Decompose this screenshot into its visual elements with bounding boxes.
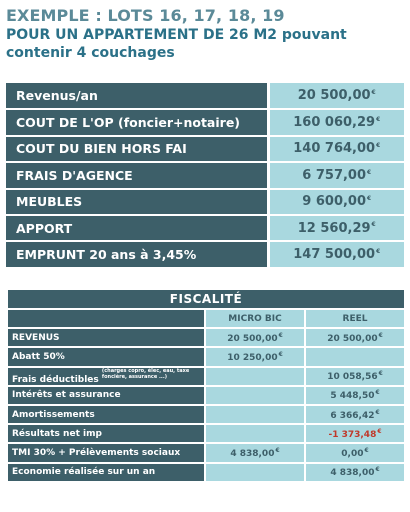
fiscalite-row bbox=[7, 443, 405, 462]
amount-value: 9 600,00 bbox=[302, 194, 367, 210]
micro-bic-value-cell bbox=[205, 443, 305, 462]
fiscalite-label-text: TMI 30% + Prélèvements sociaux bbox=[12, 447, 181, 458]
summary-row bbox=[6, 241, 404, 267]
currency-symbol: € bbox=[376, 247, 381, 255]
fiscalite-row bbox=[7, 386, 405, 405]
fiscalite-row-label bbox=[7, 386, 205, 405]
header-subtitle: POUR UN APPARTEMENT DE 26 M2 pouvant bbox=[6, 27, 347, 43]
currency-symbol: € bbox=[367, 168, 372, 176]
summary-row bbox=[6, 83, 404, 109]
reel-value-cell bbox=[305, 424, 405, 443]
amount-value: 6 366,42 bbox=[330, 410, 375, 421]
summary-value-cell bbox=[268, 241, 404, 267]
summary-row bbox=[6, 136, 404, 162]
header-title: EXEMPLE : LOTS 16, 17, 18, 19 bbox=[6, 6, 285, 25]
micro-bic-value-cell bbox=[205, 347, 305, 366]
summary-label: COUT DE L'OP (foncier+notaire) bbox=[6, 109, 268, 135]
currency-symbol: € bbox=[371, 221, 376, 229]
fiscalite-row-label bbox=[7, 463, 205, 482]
summary-label: FRAIS D'AGENCE bbox=[6, 162, 268, 188]
currency-symbol: € bbox=[378, 370, 383, 378]
currency-symbol: € bbox=[364, 446, 369, 454]
summary-value-cell bbox=[268, 215, 404, 241]
currency-symbol: € bbox=[375, 408, 380, 416]
amount-value: 10 058,56 bbox=[327, 372, 378, 383]
currency-symbol: € bbox=[278, 331, 283, 339]
summary-label: MEUBLES bbox=[6, 189, 268, 215]
currency-symbol: € bbox=[376, 142, 381, 150]
summary-row bbox=[6, 109, 404, 135]
fiscalite-row bbox=[7, 463, 405, 482]
summary-value-cell bbox=[268, 162, 404, 188]
micro-bic-value-cell bbox=[205, 328, 305, 347]
reel-value-cell bbox=[305, 463, 405, 482]
summary-value-cell bbox=[268, 109, 404, 135]
page-header bbox=[6, 6, 406, 62]
header-blank-cell bbox=[7, 309, 205, 328]
amount-value: 4 838,00 bbox=[330, 468, 375, 479]
amount-value: 20 500,00 bbox=[327, 333, 378, 344]
amount-value: 140 764,00 bbox=[293, 141, 376, 157]
summary-value-cell bbox=[268, 136, 404, 162]
summary-label: APPORT bbox=[6, 215, 268, 241]
amount-value: 6 757,00 bbox=[302, 167, 367, 183]
summary-label: COUT DU BIEN HORS FAI bbox=[6, 136, 268, 162]
reel-value-cell bbox=[305, 443, 405, 462]
currency-symbol: € bbox=[377, 427, 382, 435]
currency-symbol: € bbox=[375, 466, 380, 474]
fiscalite-row-label bbox=[7, 424, 205, 443]
column-header-reel: REEL bbox=[305, 309, 405, 328]
currency-symbol: € bbox=[278, 350, 283, 358]
fiscalite-label-text: Economie réalisée sur un an bbox=[12, 467, 156, 478]
summary-row bbox=[6, 215, 404, 241]
reel-value-cell bbox=[305, 367, 405, 386]
amount-value: 20 500,00 bbox=[297, 88, 371, 104]
summary-row bbox=[6, 189, 404, 215]
reel-value-cell bbox=[305, 347, 405, 366]
reel-value-cell bbox=[305, 405, 405, 424]
currency-symbol: € bbox=[371, 88, 376, 96]
amount-value: 10 250,00 bbox=[227, 352, 278, 363]
fiscalite-label-note: (charges copro, élec, eau, taxe foncière, assurance ...) bbox=[101, 367, 190, 380]
fiscalite-label-text: Frais déductibles bbox=[12, 374, 99, 385]
currency-symbol: € bbox=[375, 389, 380, 397]
currency-symbol: € bbox=[376, 115, 381, 123]
column-header-micro-bic: MICRO BIC bbox=[205, 309, 305, 328]
fiscalite-label-text: Résultats net imp bbox=[12, 428, 102, 439]
amount-value: 160 060,29 bbox=[293, 115, 376, 131]
fiscalite-row bbox=[7, 347, 405, 366]
amount-value: 12 560,29 bbox=[297, 220, 371, 236]
fiscalite-label-text: Abatt 50% bbox=[12, 351, 65, 362]
currency-symbol: € bbox=[378, 331, 383, 339]
summary-value-cell bbox=[268, 83, 404, 109]
micro-bic-value-cell bbox=[205, 367, 305, 386]
fiscalite-row bbox=[7, 405, 405, 424]
fiscalite-label-text: REVENUS bbox=[12, 332, 60, 343]
micro-bic-value-cell bbox=[205, 463, 305, 482]
summary-label: EMPRUNT 20 ans à 3,45% bbox=[6, 241, 268, 267]
fiscalite-label-text: Amortissements bbox=[12, 409, 95, 420]
summary-row bbox=[6, 162, 404, 188]
fiscalite-row-label bbox=[7, 405, 205, 424]
fiscalite-row-label bbox=[7, 328, 205, 347]
currency-symbol: € bbox=[367, 194, 372, 202]
fiscalite-table bbox=[6, 288, 406, 483]
fiscalite-row-label bbox=[7, 347, 205, 366]
amount-value: 147 500,00 bbox=[293, 247, 376, 263]
reel-value-cell bbox=[305, 386, 405, 405]
reel-value-cell bbox=[305, 328, 405, 347]
summary-table bbox=[6, 83, 404, 269]
fiscalite-label-text: Intérêts et assurance bbox=[12, 390, 121, 401]
amount-value: 5 448,50 bbox=[330, 391, 375, 402]
amount-value: 20 500,00 bbox=[227, 333, 278, 344]
fiscalite-title: FISCALITÉ bbox=[7, 289, 405, 309]
summary-label: Revenus/an bbox=[6, 83, 268, 109]
fiscalite-row bbox=[7, 328, 405, 347]
header-subtitle-2: contenir 4 couchages bbox=[6, 45, 175, 61]
micro-bic-value-cell bbox=[205, 424, 305, 443]
fiscalite-row-label bbox=[7, 367, 205, 386]
amount-value: 4 838,00 bbox=[230, 448, 275, 459]
currency-symbol: € bbox=[275, 446, 280, 454]
micro-bic-value-cell bbox=[205, 405, 305, 424]
fiscalite-row-label bbox=[7, 443, 205, 462]
micro-bic-value-cell bbox=[205, 386, 305, 405]
summary-value-cell bbox=[268, 189, 404, 215]
amount-value: 0,00 bbox=[341, 448, 364, 459]
fiscalite-row bbox=[7, 424, 405, 443]
amount-value: -1 373,48 bbox=[328, 429, 377, 440]
fiscalite-row bbox=[7, 367, 405, 386]
